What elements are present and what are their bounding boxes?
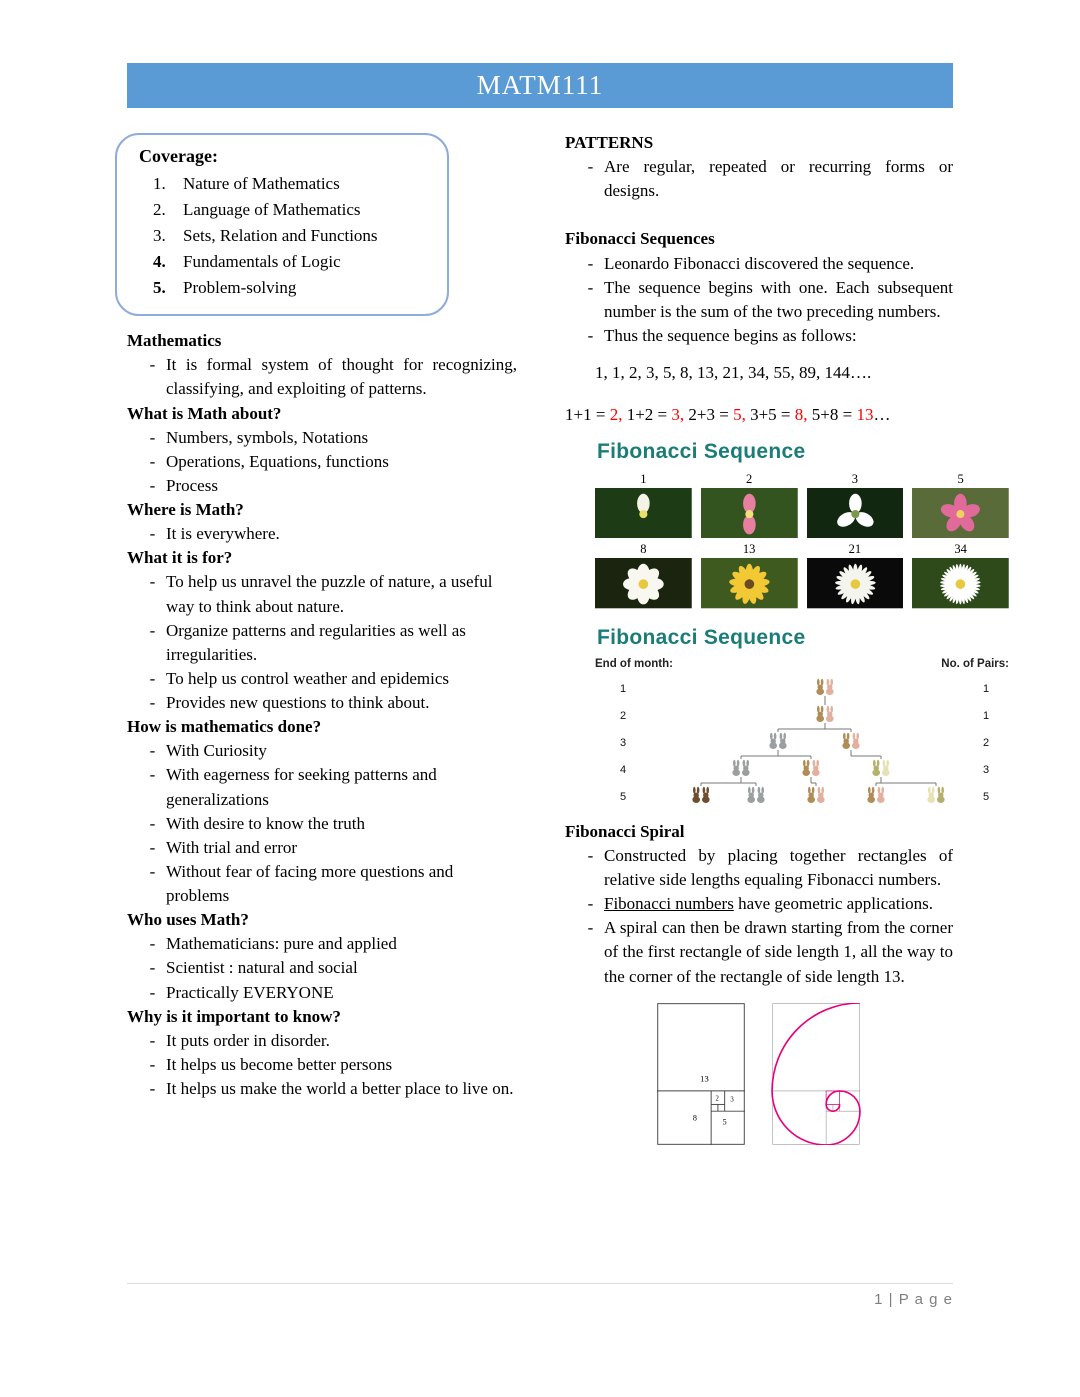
flower-number: 3: [851, 472, 858, 487]
bullet-dash: -: [149, 1030, 156, 1050]
bullet-text: With trial and error: [166, 837, 298, 857]
equation-sum-red: 2,: [609, 405, 623, 425]
bullet-text: Practically EVERYONE: [166, 982, 334, 1002]
flower-cell: [595, 541, 692, 608]
flower-number: 5: [957, 472, 964, 487]
label-2: 2: [715, 1095, 719, 1103]
flower-photo: [807, 558, 904, 608]
flower-photo: [595, 558, 692, 608]
bullet-item: [127, 932, 517, 956]
spiral-figures: [657, 1003, 953, 1145]
label-13: 13: [699, 1073, 709, 1084]
bullet-dash: -: [587, 253, 594, 273]
bullet-text: It is everywhere.: [166, 524, 280, 544]
coverage-item-label: Language of Mathematics: [183, 199, 361, 219]
patterns-list: [565, 155, 953, 203]
bullet-item: [565, 844, 953, 892]
bullet-text: With eagerness for seeking patterns and generalizations: [166, 765, 437, 809]
month-number: 4: [619, 763, 627, 776]
bullet-dash: -: [149, 982, 156, 1002]
section-heading: Who uses Math?: [127, 910, 249, 930]
text-segment: A spiral can then be drawn starting from the corner of the first rectangle of side length 1, all the way to the corner of the rectangle of side length 13.: [604, 918, 953, 986]
flower-cell: [807, 541, 904, 608]
flower-photo: [595, 488, 692, 538]
bullet-dash: -: [149, 1079, 156, 1099]
bullet-dash: -: [149, 524, 156, 544]
bullet-dash: -: [149, 355, 156, 375]
flower-number: 2: [746, 472, 753, 487]
bullet-text: It helps us make the world a better place to live on.: [166, 1079, 514, 1099]
pairs-count: 2: [982, 736, 990, 749]
flower-cell: [912, 541, 1009, 608]
bullet-item: [127, 812, 517, 836]
bullet-item: [127, 763, 517, 811]
rabbit-tree-diagram: [593, 674, 1011, 810]
equation-sum-red: 13: [856, 405, 874, 425]
bullet-text: Scientist : natural and social: [166, 958, 358, 978]
bullet-item: [127, 353, 517, 401]
coverage-item-label: Fundamentals of Logic: [183, 251, 341, 271]
bullet-dash: -: [587, 325, 594, 345]
bullet-dash: -: [149, 765, 156, 785]
bullet-text: Operations, Equations, functions: [166, 451, 389, 471]
bullet-item: [127, 667, 517, 691]
bullet-item: [127, 450, 517, 474]
bullet-item: [127, 836, 517, 860]
bullet-dash: -: [149, 427, 156, 447]
fibonacci-sequence-values: 1, 1, 2, 3, 5, 8, 13, 21, 34, 55, 89, 144….: [595, 363, 872, 382]
coverage-heading: Coverage:: [139, 146, 218, 166]
bullet-dash: -: [587, 277, 594, 297]
bullet-dash: -: [149, 693, 156, 713]
label-5: 5: [722, 1117, 727, 1127]
label-3: 3: [730, 1096, 734, 1104]
coverage-item-number: 4.: [153, 251, 166, 271]
flower-cell: [701, 471, 798, 538]
label-8: 8: [692, 1113, 697, 1123]
bullet-text: With desire to know the truth: [166, 813, 366, 833]
bullet-dash: -: [149, 1054, 156, 1074]
flower-cell: [912, 471, 1009, 538]
page-footer: [127, 1283, 953, 1310]
flower-figure-title: Fibonacci Sequence: [597, 440, 806, 464]
bullet-text: [604, 916, 953, 988]
coverage-item-label: Sets, Relation and Functions: [183, 225, 378, 245]
coverage-item: [117, 224, 435, 248]
bullet-text: Without fear of facing more questions and problems: [166, 861, 454, 906]
flower-number: 21: [848, 542, 862, 557]
bullet-dash: -: [149, 620, 156, 640]
pairs-count: 5: [982, 790, 990, 803]
rabbit-figure: [593, 621, 1011, 810]
patterns-heading: PATTERNS: [565, 133, 654, 152]
bullet-item: [565, 155, 953, 203]
bullet-item: [127, 619, 517, 667]
coverage-list: [117, 172, 435, 301]
flower-photo: [701, 558, 798, 608]
month-number: 5: [619, 790, 627, 803]
bullet-text: The sequence begins with one. Each subsequent number is the sum of the two preceding numbers.: [604, 277, 953, 321]
fibonacci-spiral-heading: Fibonacci Spiral: [565, 821, 685, 841]
rabbit-figure-labels: [593, 656, 1011, 673]
bullet-item: [565, 276, 953, 324]
coverage-item: [117, 172, 435, 196]
fibonacci-section: [565, 227, 953, 427]
equation-sum-red: 3,: [671, 405, 685, 425]
bullet-item: [127, 474, 517, 498]
coverage-item-number: 5.: [153, 278, 166, 298]
flower-cell: [807, 471, 904, 538]
left-sections: [127, 329, 517, 1101]
flower-grid: [593, 471, 1011, 609]
patterns-section: [565, 131, 953, 203]
title-banner: [127, 63, 953, 108]
bullet-dash: -: [587, 845, 594, 865]
month-number: 1: [619, 682, 627, 695]
bullet-text: With Curiosity: [166, 741, 267, 761]
coverage-item-label: Problem-solving: [183, 278, 297, 298]
section-heading: What it is for?: [127, 548, 233, 568]
bullet-dash: -: [149, 934, 156, 954]
equation-text: 2+3 =: [684, 405, 734, 425]
two-column-layout: [127, 131, 1009, 1145]
equation-text: 5+8 =: [807, 405, 857, 425]
section-heading: How is mathematics done?: [127, 717, 322, 737]
bullet-text: It helps us become better persons: [166, 1054, 393, 1074]
fibonacci-equation: [565, 403, 953, 427]
bullet-text: Organize patterns and regularities as well as irregularities.: [166, 620, 466, 664]
bullet-dash: -: [149, 813, 156, 833]
flower-photo: [912, 558, 1009, 608]
no-of-pairs-label: No. of Pairs:: [941, 658, 1009, 671]
bullet-text: To help us unravel the puzzle of nature, a useful way to think about nature.: [166, 572, 493, 616]
bullet-text: Numbers, symbols, Notations: [166, 427, 369, 447]
bullet-text: [604, 844, 953, 892]
flower-photo: [701, 488, 798, 538]
coverage-item: [117, 276, 435, 300]
coverage-item-number: 2.: [153, 199, 166, 219]
flower-photo: [807, 488, 904, 538]
pairs-count: 1: [982, 682, 990, 695]
bullet-item: [127, 426, 517, 450]
bullet-dash: -: [149, 451, 156, 471]
equation-sum-red: 5,: [733, 405, 746, 425]
bullet-dash: -: [587, 157, 594, 177]
equation-text: 1+1 =: [565, 405, 610, 425]
coverage-item-label: Nature of Mathematics: [183, 173, 340, 193]
rabbit-figure-title: Fibonacci Sequence: [597, 625, 806, 649]
spiral-section: [565, 820, 953, 989]
equation-text: 1+2 =: [622, 405, 672, 425]
bullet-text: To help us control weather and epidemics: [166, 668, 449, 688]
fibonacci-list: [565, 252, 953, 349]
bullet-dash: -: [149, 572, 156, 592]
bullet-dash: -: [587, 894, 594, 914]
bullet-dash: -: [149, 741, 156, 761]
bullet-text: Thus the sequence begins as follows:: [604, 325, 857, 345]
bullet-text: [604, 892, 953, 916]
section-heading: Mathematics: [127, 331, 222, 351]
bullet-text: Leonardo Fibonacci discovered the sequence.: [604, 253, 915, 273]
month-number: 3: [619, 736, 627, 749]
equation-sum-red: 8,: [794, 405, 808, 425]
section-heading: Where is Math?: [127, 500, 244, 520]
bullet-text: Provides new questions to think about.: [166, 693, 430, 713]
bullet-item: [127, 570, 517, 618]
bullet-text: It is formal system of thought for recognizing, classifying, and exploiting of patterns.: [166, 355, 517, 399]
bullet-dash: -: [149, 837, 156, 857]
text-segment: have geometric applications.: [733, 894, 934, 914]
flower-cell: [595, 471, 692, 538]
flower-number: 8: [640, 542, 647, 557]
bullet-item: [127, 1053, 517, 1077]
bullet-item: [127, 981, 517, 1005]
bullet-item: [565, 892, 953, 916]
coverage-item: [117, 198, 435, 222]
bullet-item: [127, 1029, 517, 1053]
equation-text: 3+5 =: [745, 405, 795, 425]
spiral-list: [565, 844, 953, 989]
bullet-dash: -: [149, 958, 156, 978]
fibonacci-rectangles-image: [657, 1003, 745, 1145]
golden-spiral-path: [772, 1003, 860, 1145]
bullet-text: It puts order in disorder.: [166, 1030, 330, 1050]
bullet-text: Process: [166, 475, 218, 495]
pairs-count: 1: [982, 709, 990, 722]
bullet-text: Mathematicians: pure and applied: [166, 934, 397, 954]
bullet-dash: -: [149, 861, 156, 881]
section-heading: What is Math about?: [127, 403, 282, 423]
pairs-count: 3: [982, 763, 990, 776]
bullet-item: [127, 1077, 517, 1101]
bullet-item: [127, 691, 517, 715]
bullet-dash: -: [587, 918, 594, 938]
bullet-item: [127, 522, 517, 546]
bullet-dash: -: [149, 475, 156, 495]
fibonacci-spiral-image: [771, 1003, 861, 1145]
bullet-item: [127, 860, 517, 908]
month-number: 2: [619, 709, 627, 722]
flower-cell: [701, 541, 798, 608]
equation-text: …: [873, 405, 891, 425]
flower-figure: [593, 435, 1011, 608]
flower-photo: [912, 488, 1009, 538]
text-segment: Fibonacci numbers: [604, 894, 734, 914]
end-of-month-label: End of month:: [595, 658, 673, 671]
flower-number: 34: [954, 542, 967, 557]
bullet-item: [565, 324, 953, 348]
text-segment: Constructed by placing together rectangles of relative side lengths equaling Fibonacci numbers.: [604, 845, 953, 890]
bullet-item: [565, 916, 953, 988]
coverage-box: [115, 133, 449, 316]
flower-number: 13: [742, 542, 756, 557]
section-heading: Why is it important to know?: [127, 1006, 341, 1026]
flower-number: 1: [640, 472, 647, 487]
coverage-item-number: 1.: [153, 173, 166, 193]
bullet-item: [127, 739, 517, 763]
bullet-item: [127, 956, 517, 980]
right-column: [565, 131, 1009, 1145]
coverage-item: [117, 250, 435, 274]
bullet-item: [565, 252, 953, 276]
page-number: 1 | P a g e: [874, 1291, 953, 1308]
bullet-dash: -: [149, 668, 156, 688]
course-code: MATM111: [476, 70, 604, 101]
bullet-text: Are regular, repeated or recurring forms or designs.: [604, 157, 953, 201]
fibonacci-heading: Fibonacci Sequences: [565, 229, 715, 249]
coverage-item-number: 3.: [153, 225, 166, 245]
left-column: [127, 131, 517, 1101]
